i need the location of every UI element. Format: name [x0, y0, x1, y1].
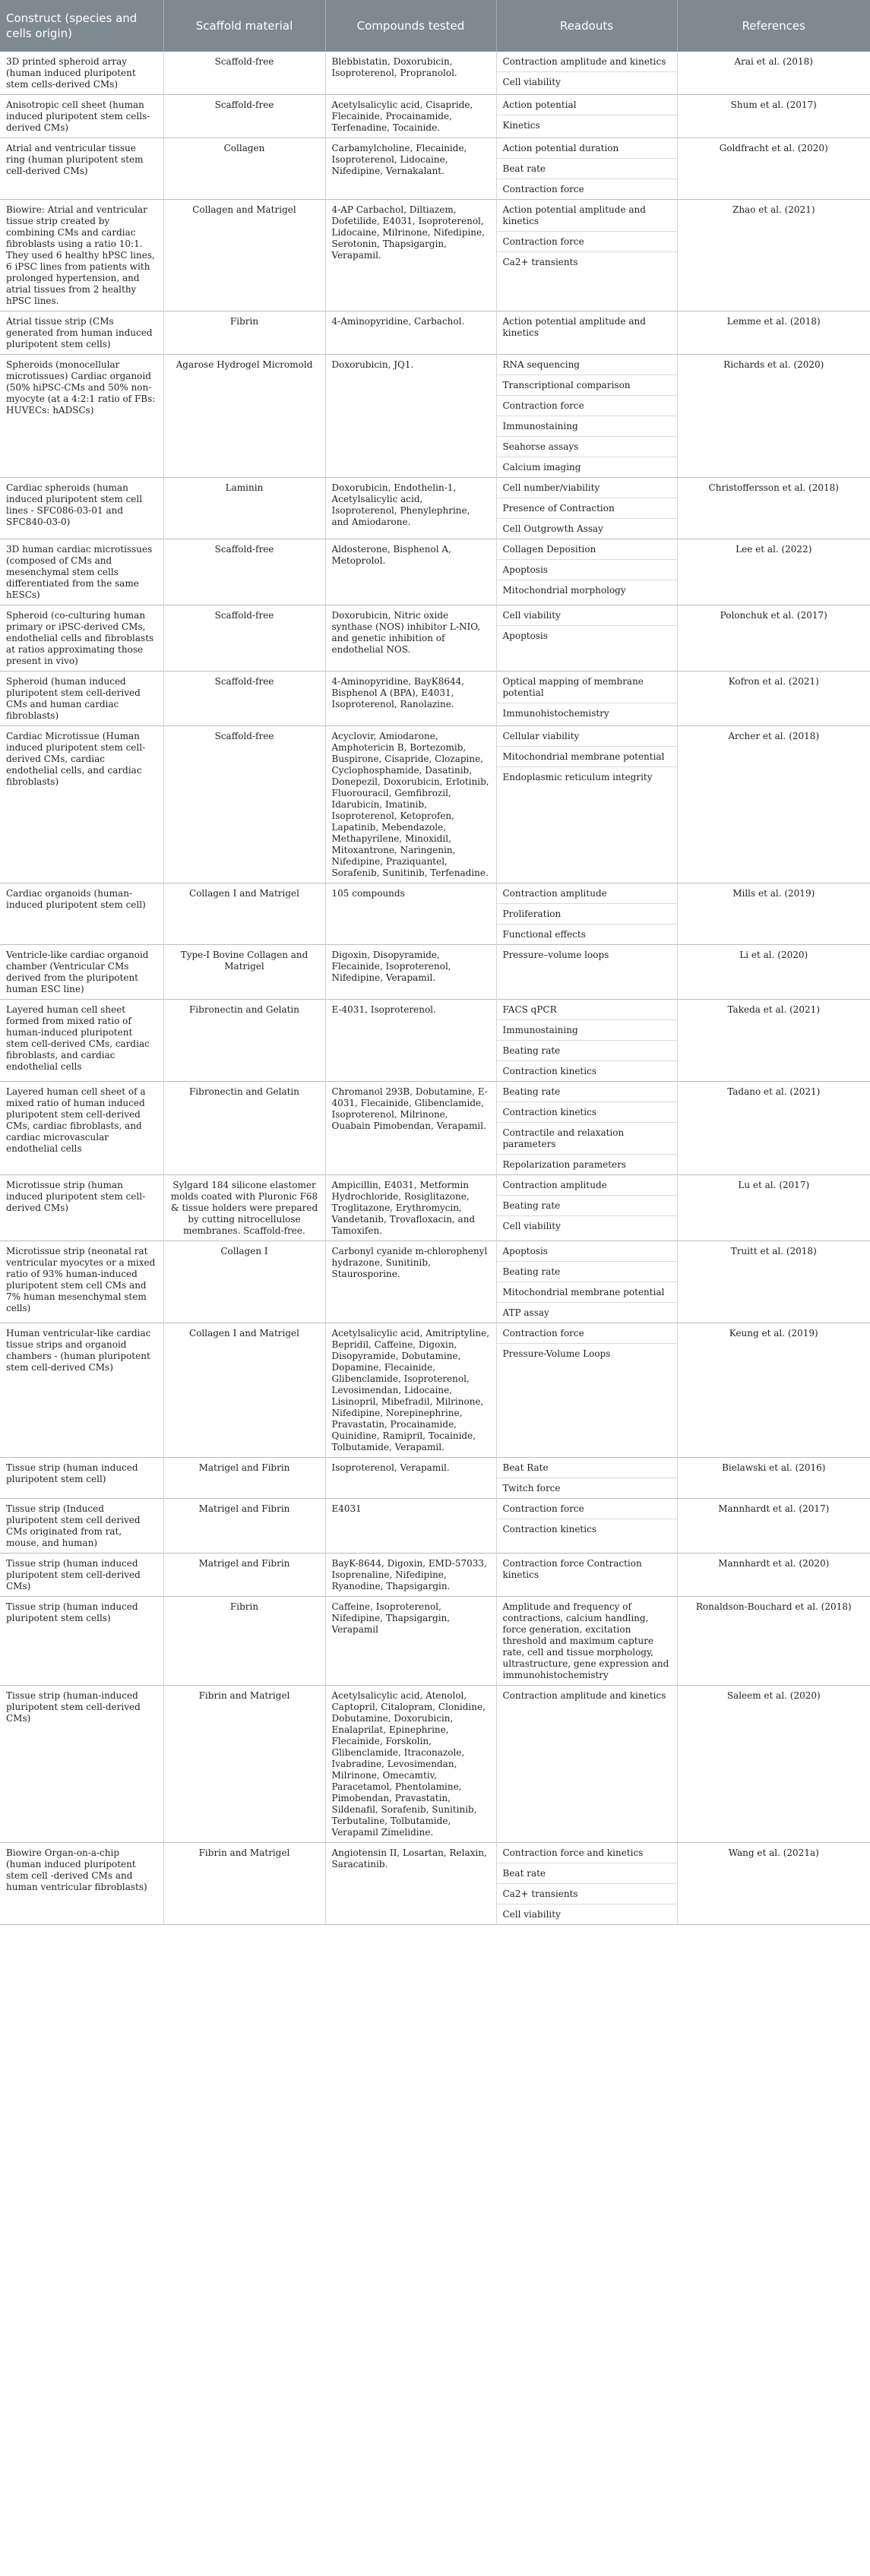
compounds-cell: Aldosterone, Bisphenol A, Metoprolol.	[325, 539, 496, 605]
table-row	[0, 1843, 870, 1925]
construct-cell: Cardiac spheroids (human induced pluripotent stem cell lines - SFC086-03-01 and SFC840-03-0)	[0, 478, 163, 539]
readout-item: Beat rate	[497, 159, 677, 179]
readouts-cell	[496, 95, 677, 138]
header-row	[0, 0, 870, 52]
reference-cell: Truitt et al. (2018)	[730, 1246, 817, 1256]
compounds-cell: Angiotensin II, Losartan, Relaxin, Saracatinib.	[325, 1843, 496, 1925]
readouts-cell	[496, 1499, 677, 1554]
table-row	[0, 1082, 870, 1175]
reference-cell: Mannhardt et al. (2017)	[718, 1503, 830, 1514]
header-compounds: Compounds tested	[325, 0, 496, 52]
readouts-cell	[496, 1554, 677, 1597]
reference-cell: Keung et al. (2019)	[729, 1328, 818, 1339]
construct-cell: Spheroid (human induced pluripotent stem cell-derived CMs and human cardiac fibroblasts)	[0, 672, 163, 726]
compounds-cell: E4031	[325, 1499, 496, 1554]
readouts-cell	[496, 1323, 677, 1458]
readouts-cell	[496, 478, 677, 539]
scaffold-cell: Sylgard 184 silicone elastomer molds coated with Pluronic F68 & tissue holders were prepared by cutting nitrocellulose membranes. Scaffold-free.	[163, 1175, 325, 1241]
readout-item: RNA sequencing	[497, 355, 677, 375]
readout-item: Contraction kinetics	[497, 1102, 677, 1123]
reference-cell: Tadano et al. (2021)	[727, 1086, 821, 1097]
reference-cell: Kofron et al. (2021)	[728, 676, 819, 687]
readout-item: Immunostaining	[497, 1020, 677, 1041]
readout-item: Action potential amplitude and kinetics	[497, 200, 677, 232]
readout-item: Immunostaining	[497, 416, 677, 437]
readout-item: Calcium imaging	[502, 462, 581, 473]
construct-cell: Layered human cell sheet formed from mixed ratio of human-induced pluripotent stem cell-derived CMs, cardiac fibroblasts, and cardiac endothelial cells	[0, 1000, 163, 1082]
construct-cell: Cardiac Microtissue (Human induced pluripotent stem cell-derived CMs, cardiac endothelial cells, and cardiac fibroblasts)	[0, 726, 163, 883]
compounds-cell: E-4031, Isoproterenol.	[325, 1000, 496, 1082]
readout-item: Repolarization parameters	[502, 1159, 627, 1170]
readout-item: Contraction force	[497, 1499, 677, 1519]
compounds-cell: Isoproterenol, Verapamil.	[325, 1458, 496, 1499]
table-row	[0, 1241, 870, 1323]
readout-item: Collagen Deposition	[497, 539, 677, 560]
readouts-cell	[496, 200, 677, 311]
readout-item: Beat rate	[497, 1863, 677, 1884]
reference-cell: Christoffersson et al. (2018)	[708, 482, 839, 493]
scaffold-cell: Scaffold-free	[163, 539, 325, 605]
readout-item: Contraction kinetics	[502, 1066, 596, 1076]
readout-item: ATP assay	[502, 1307, 549, 1318]
readouts-cell	[496, 1597, 677, 1686]
readout-item: Contraction kinetics	[502, 1524, 596, 1535]
scaffold-cell: Matrigel and Fibrin	[163, 1554, 325, 1597]
scaffold-cell: Scaffold-free	[163, 605, 325, 672]
readout-item: Presence of Contraction	[497, 498, 677, 519]
readout-item: Contraction force	[497, 1323, 677, 1344]
readouts-cell	[496, 1458, 677, 1499]
readouts-cell	[496, 1241, 677, 1323]
construct-cell: Atrial and ventricular tissue ring (human pluripotent stem cell-derived CMs)	[0, 138, 163, 200]
scaffold-cell: Type-I Bovine Collagen and Matrigel	[163, 945, 325, 1000]
readout-item: Contraction amplitude and kinetics	[502, 1690, 666, 1701]
compounds-cell: Doxorubicin, Endothelin-1, Acetylsalicylic acid, Isoproterenol, Phenylephrine, and Amiodarone.	[325, 478, 496, 539]
readout-item: Transcriptional comparison	[497, 375, 677, 396]
table-row	[0, 355, 870, 478]
readout-item: Cell viability	[502, 77, 561, 87]
reference-cell: Zhao et al. (2021)	[732, 204, 815, 215]
table-row	[0, 1686, 870, 1843]
scaffold-cell: Fibrin and Matrigel	[163, 1843, 325, 1925]
reference-cell: Archer et al. (2018)	[728, 731, 820, 741]
construct-cell: Biowire: Atrial and ventricular tissue strip created by combining CMs and cardiac fibroblasts using a ratio 10:1. They used 6 healthy hPSC lines, 6 iPSC lines from patients with prolonged hypertension, and atrial tissues from 2 healthy hPSC lines.	[0, 200, 163, 311]
table-row	[0, 672, 870, 726]
table-row	[0, 1175, 870, 1241]
compounds-cell: Carbamylcholine, Flecainide, Isoproterenol, Lidocaine, Nifedipine, Vernakalant.	[325, 138, 496, 200]
reference-cell: Lee et al. (2022)	[736, 544, 812, 555]
construct-cell: Human ventricular-like cardiac tissue strips and organoid chambers - (human pluripotent stem cell-derived CMs)	[0, 1323, 163, 1458]
readout-item: Cell number/viability	[497, 478, 677, 498]
construct-cell: Microtissue strip (human induced pluripotent stem cell-derived CMs)	[0, 1175, 163, 1241]
readout-item: Immunohistochemistry	[502, 708, 609, 719]
readout-item: Amplitude and frequency of contractions, calcium handling, force generation, excitation threshold and maximum capture rate, cell and tissue morphology, ultrastructure, gene expression and immunohistochemistry	[502, 1601, 669, 1680]
readout-item: Contraction force	[497, 232, 677, 252]
readout-item: Contraction amplitude	[497, 883, 677, 904]
construct-cell: Atrial tissue strip (CMs generated from human induced pluripotent stem cells)	[0, 311, 163, 355]
compounds-cell: Acetylsalicylic acid, Cisapride, Flecainide, Procainamide, Terfenadine, Tocainide.	[325, 95, 496, 138]
readouts-cell	[496, 672, 677, 726]
compounds-cell: Blebbistatin, Doxorubicin, Isoproterenol, Propranolol.	[325, 52, 496, 95]
readout-item: Contraction force and kinetics	[497, 1843, 677, 1863]
readout-item: Contractile and relaxation parameters	[497, 1123, 677, 1155]
readout-item: Beating rate	[497, 1196, 677, 1216]
header-references: References	[677, 0, 870, 52]
header-readouts: Readouts	[496, 0, 677, 52]
scaffold-cell: Fibronectin and Gelatin	[163, 1000, 325, 1082]
readout-item: Cell viability	[502, 1909, 561, 1920]
scaffold-cell: Collagen	[163, 138, 325, 200]
readouts-cell	[496, 945, 677, 1000]
readouts-cell	[496, 1082, 677, 1175]
readouts-cell	[496, 883, 677, 945]
reference-cell: Mills et al. (2019)	[732, 888, 815, 899]
table-row	[0, 1458, 870, 1499]
table-row	[0, 726, 870, 883]
readout-item: Mitochondrial morphology	[502, 585, 626, 596]
compounds-cell: Acetylsalicylic acid, Amitriptyline, Bepridil, Caffeine, Digoxin, Disopyramide, Dobutamine, Dopamine, Flecainide, Glibenclamide, Isoproterenol, Levosimendan, Lidocaine, Lisinopril, Mibefradil, Milrinone, Nifedipine, Norepinephrine, Pravastatin, Procainamide, Quinidine, Ramipril, Tocainide, Tolbutamide, Verapamil.	[325, 1323, 496, 1458]
compounds-cell: Digoxin, Disopyramide, Flecainide, Isoproterenol, Nifedipine, Verapamil.	[325, 945, 496, 1000]
compounds-cell: Acyclovir, Amiodarone, Amphotericin B, Bortezomib, Buspirone, Cisapride, Clozapine, Cyclophosphamide, Dasatinib, Donepezil, Doxorubicin, Erlotinib, Fluorouracil, Gemfibrozil, Idarubicin, Imatinib, Isoproterenol, Ketoprofen, Lapatinib, Mebendazole, Methapyrilene, Minoxidil, Mitoxantrone, Naringenin, Nifedipine, Praziquantel, Sorafenib, Sunitinib, Terfenadine.	[325, 726, 496, 883]
readouts-cell	[496, 605, 677, 672]
reference-cell: Mannhardt et al. (2020)	[718, 1558, 830, 1569]
readout-item: Beating rate	[497, 1082, 677, 1102]
readouts-cell	[496, 726, 677, 883]
readout-item: Contraction force Contraction kinetics	[502, 1558, 642, 1580]
reference-cell: Saleem et al. (2020)	[726, 1690, 821, 1701]
readout-item: Beating rate	[497, 1262, 677, 1282]
scaffold-cell: Fibrin	[163, 1597, 325, 1686]
table-row	[0, 478, 870, 539]
construct-cell: Anisotropic cell sheet (human induced pluripotent stem cells-derived CMs)	[0, 95, 163, 138]
compounds-cell: Carbonyl cyanide m-chlorophenyl hydrazone, Sunitinib, Staurosporine.	[325, 1241, 496, 1323]
readout-item: Apoptosis	[497, 560, 677, 580]
readout-item: Kinetics	[502, 120, 540, 131]
scaffold-cell: Matrigel and Fibrin	[163, 1458, 325, 1499]
readout-item: Beating rate	[497, 1041, 677, 1061]
readout-item: Apoptosis	[502, 631, 548, 641]
compounds-cell: 4-AP Carbachol, Diltiazem, Dofetilide, E4031, Isoproterenol, Lidocaine, Milrinone, Nifedipine, Serotonin, Thapsigargin, Verapamil.	[325, 200, 496, 311]
scaffold-cell: Matrigel and Fibrin	[163, 1499, 325, 1554]
compounds-cell: BayK-8644, Digoxin, EMD-57033, Isoprenaline, Nifedipine, Ryanodine, Thapsigargin.	[325, 1554, 496, 1597]
reference-cell: Ronaldson-Bouchard et al. (2018)	[695, 1601, 852, 1612]
reference-cell: Lu et al. (2017)	[738, 1180, 810, 1190]
construct-cell: Layered human cell sheet of a mixed ratio of human induced pluripotent stem cell-derived CMs, cardiac fibroblasts, and cardiac microvascular endothelial cells	[0, 1082, 163, 1175]
reference-cell: Takeda et al. (2021)	[727, 1004, 820, 1015]
table-row	[0, 945, 870, 1000]
readouts-cell	[496, 52, 677, 95]
reference-cell: Shum et al. (2017)	[730, 100, 817, 110]
scaffold-cell: Laminin	[163, 478, 325, 539]
compounds-cell: Caffeine, Isoproterenol, Nifedipine, Thapsigargin, Verapamil	[325, 1597, 496, 1686]
readout-item: Functional effects	[502, 929, 586, 940]
readout-item: Pressure-Volume Loops	[502, 1348, 611, 1359]
reference-cell: Wang et al. (2021a)	[728, 1847, 819, 1858]
construct-cell: Cardiac organoids (human-induced pluripotent stem cell)	[0, 883, 163, 945]
construct-cell: Biowire Organ-on-a-chip (human induced pluripotent stem cell -derived CMs and human ventricular fibroblasts)	[0, 1843, 163, 1925]
table-row	[0, 1000, 870, 1082]
readout-item: Mitochondrial membrane potential	[497, 747, 677, 767]
table-body	[0, 52, 870, 1925]
readout-item: Beat Rate	[497, 1458, 677, 1478]
readouts-cell	[496, 539, 677, 605]
readout-item: Action potential	[497, 95, 677, 115]
reference-cell: Li et al. (2020)	[739, 950, 808, 960]
table-row	[0, 1597, 870, 1686]
reference-cell: Lemme et al. (2018)	[726, 316, 821, 327]
readouts-cell	[496, 1175, 677, 1241]
readout-item: Cell viability	[502, 1221, 561, 1231]
readout-item: Ca2+ transients	[497, 1884, 677, 1904]
reference-cell: Arai et al. (2018)	[734, 56, 813, 67]
construct-cell: Microtissue strip (neonatal rat ventricular myocytes or a mixed ratio of 93% human-induced pluripotent stem cell CMs and 7% human mesenchymal stem cells)	[0, 1241, 163, 1323]
readout-item: Contraction amplitude and kinetics	[497, 52, 677, 72]
readout-item: Action potential duration	[497, 138, 677, 159]
scaffold-cell: Collagen I and Matrigel	[163, 1323, 325, 1458]
table-row	[0, 1323, 870, 1458]
scaffold-cell: Collagen I and Matrigel	[163, 883, 325, 945]
readout-item: Cell Outgrowth Assay	[502, 523, 603, 534]
readout-item: Mitochondrial membrane potential	[497, 1282, 677, 1303]
table-row	[0, 311, 870, 355]
scaffold-cell: Scaffold-free	[163, 52, 325, 95]
construct-cell: Tissue strip (Induced pluripotent stem cell derived CMs originated from rat, mouse, and human)	[0, 1499, 163, 1554]
compounds-cell: Chromanol 293B, Dobutamine, E-4031, Flecainide, Glibenclamide, Isoproterenol, Milrinone, Ouabain Pimobendan, Verapamil.	[325, 1082, 496, 1175]
compounds-cell: Doxorubicin, Nitric oxide synthase (NOS) inhibitor L-NIO, and genetic inhibition of endothelial NOS.	[325, 605, 496, 672]
scaffold-cell: Scaffold-free	[163, 95, 325, 138]
table-row	[0, 200, 870, 311]
construct-cell: Spheroid (co-culturing human primary or iPSC-derived CMs, endothelial cells and fibroblasts at ratios approximating those present in vivo)	[0, 605, 163, 672]
compounds-cell: Ampicillin, E4031, Metformin Hydrochloride, Rosiglitazone, Troglitazone, Erythromycin, Vandetanib, Trovafloxacin, and Tamoxifen.	[325, 1175, 496, 1241]
readout-item: Optical mapping of membrane potential	[497, 672, 677, 703]
header-scaffold: Scaffold material	[163, 0, 325, 52]
table-row	[0, 1499, 870, 1554]
readout-item: Action potential amplitude and kinetics	[502, 316, 646, 338]
readouts-cell	[496, 1843, 677, 1925]
readouts-cell	[496, 355, 677, 478]
compounds-cell: Acetylsalicylic acid, Atenolol, Captopril, Citalopram, Clonidine, Dobutamine, Doxorubicin, Enalaprilat, Epinephrine, Flecainide, Forskolin, Glibenclamide, Itraconazole, Ivabradine, Levosimendan, Milrinone, Omecamtiv, Paracetamol, Phentolamine, Pimobendan, Pravastatin, Sildenafil, Sorafenib, Sunitinib, Terbutaline, Tolbutamide, Verapamil Zimelidine.	[325, 1686, 496, 1843]
readout-item: Ca2+ transients	[502, 257, 578, 267]
compounds-cell: 105 compounds	[325, 883, 496, 945]
table-row	[0, 883, 870, 945]
construct-cell: 3D human cardiac microtissues (composed of CMs and mesenchymal stem cells differentiated from the same hESCs)	[0, 539, 163, 605]
table-header	[0, 0, 870, 52]
table-row	[0, 52, 870, 95]
readout-item: Proliferation	[497, 904, 677, 925]
compounds-cell: 4-Aminopyridine, BayK8644, Bisphenol A (BPA), E4031, Isoproterenol, Ranolazine.	[325, 672, 496, 726]
scaffold-cell: Collagen I	[163, 1241, 325, 1323]
readout-item: Cell viability	[497, 605, 677, 626]
readouts-cell	[496, 1000, 677, 1082]
readout-item: Twitch force	[502, 1483, 561, 1493]
table-row	[0, 605, 870, 672]
readout-item: Contraction force	[502, 184, 584, 194]
header-construct: Construct (species and cells origin)	[0, 0, 163, 52]
scaffold-cell: Fibrin and Matrigel	[163, 1686, 325, 1843]
readout-item: FACS qPCR	[497, 1000, 677, 1020]
scaffold-cell: Scaffold-free	[163, 726, 325, 883]
compounds-cell: Doxorubicin, JQ1.	[325, 355, 496, 478]
construct-cell: Spheroids (monocellular microtissues) Cardiac organoid (50% hiPSC-CMs and 50% non-myocyte (at a 4:2:1 ratio of FBs: HUVECs: hADSCs)	[0, 355, 163, 478]
compounds-cell: 4-Aminopyridine, Carbachol.	[325, 311, 496, 355]
readout-item: Endoplasmic reticulum integrity	[502, 772, 653, 782]
table-row	[0, 95, 870, 138]
readout-item: Cellular viability	[497, 726, 677, 747]
readout-item: Pressure–volume loops	[502, 950, 609, 960]
table-row	[0, 138, 870, 200]
scaffold-cell: Scaffold-free	[163, 672, 325, 726]
construct-cell: Tissue strip (human induced pluripotent stem cells)	[0, 1597, 163, 1686]
construct-cell: Tissue strip (human induced pluripotent stem cell)	[0, 1458, 163, 1499]
construct-cell: 3D printed spheroid array (human induced pluripotent stem cells-derived CMs)	[0, 52, 163, 95]
construct-cell: Ventricle-like cardiac organoid chamber (Ventricular CMs derived from the pluripotent human ESC line)	[0, 945, 163, 1000]
readout-item: Contraction amplitude	[497, 1175, 677, 1196]
table-row	[0, 1554, 870, 1597]
readout-item: Seahorse assays	[497, 437, 677, 457]
scaffold-cell: Fibrin	[163, 311, 325, 355]
reference-cell: Bielawski et al. (2016)	[722, 1462, 826, 1473]
scaffold-cell: Fibronectin and Gelatin	[163, 1082, 325, 1175]
readouts-cell	[496, 311, 677, 355]
reference-cell: Polonchuk et al. (2017)	[720, 610, 827, 621]
readouts-cell	[496, 1686, 677, 1843]
construct-cell: Tissue strip (human-induced pluripotent stem cell-derived CMs)	[0, 1686, 163, 1843]
construct-cell: Tissue strip (human induced pluripotent stem cell-derived CMs)	[0, 1554, 163, 1597]
reference-cell: Richards et al. (2020)	[723, 359, 824, 370]
scaffold-cell: Collagen and Matrigel	[163, 200, 325, 311]
readouts-cell	[496, 138, 677, 200]
table-row	[0, 539, 870, 605]
readout-item: Apoptosis	[497, 1241, 677, 1262]
scaffold-cell: Agarose Hydrogel Micromold	[163, 355, 325, 478]
reference-cell: Goldfracht et al. (2020)	[719, 143, 828, 153]
readout-item: Contraction force	[497, 396, 677, 416]
